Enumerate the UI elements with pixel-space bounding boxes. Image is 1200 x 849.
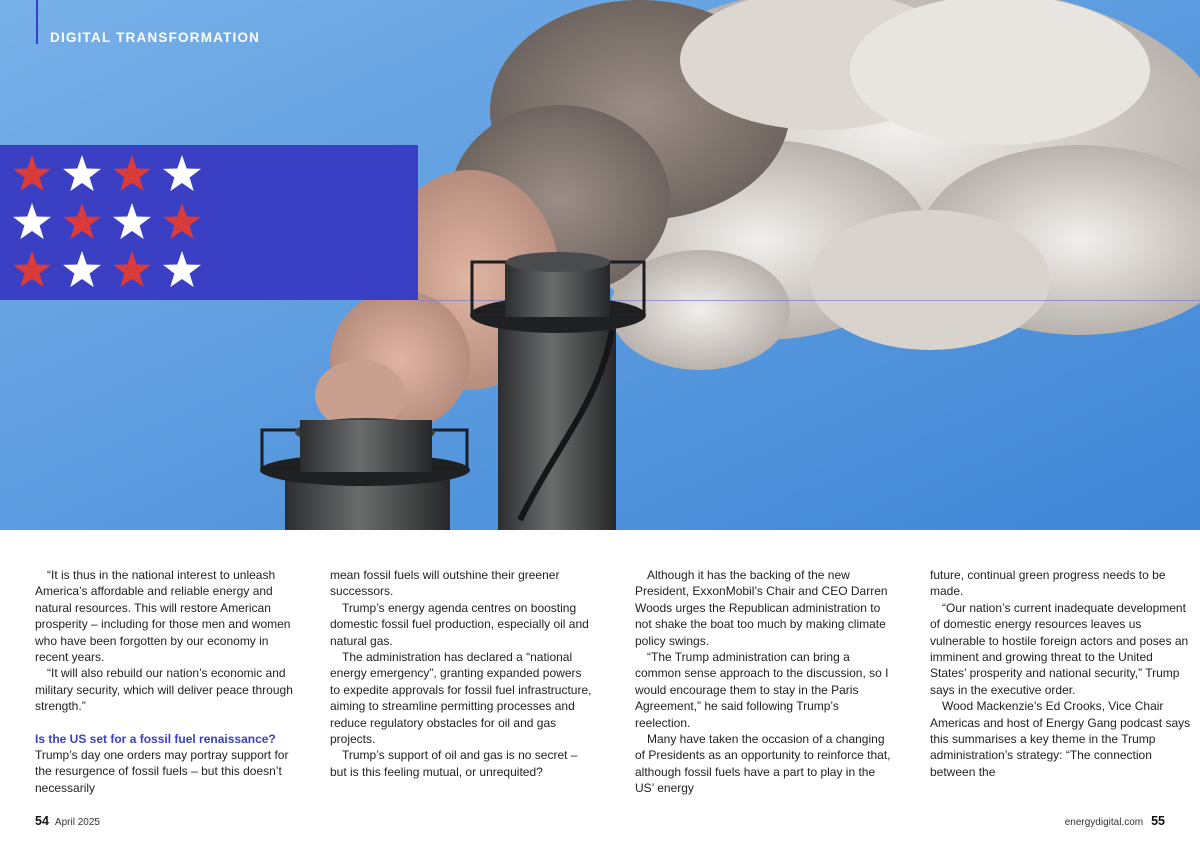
paragraph: Trump’s energy agenda centres on boosting domestic fossil fuel production, especially oil and natural gas. (330, 600, 589, 648)
paragraph: “It is thus in the national interest to unleash America’s affordable and reliable energy and natural resources. This will restore American prosperity – including for those men and women who have been forgotten by our economy in recent years. (35, 568, 291, 665)
issue-date: April 2025 (54, 817, 100, 828)
column-1 (35, 567, 297, 796)
paragraph: Many have taken the occasion of a changing of Presidents as an opportunity to reinforce that, although fossil fuels have a part to play in the US’ energy (635, 732, 891, 796)
paragraph: Trump’s day one orders may portray support for the resurgence of fossil fuels – but this doesn’t necessarily (35, 748, 289, 795)
paragraph: The administration has declared a “national energy emergency”, granting expanded powers to expedite approvals for fossil fuel infrastructure, aiming to streamline permitting processes and reduce regulatory obstacles for oil and gas projects. (330, 650, 592, 747)
right-folio (1065, 814, 1165, 828)
paragraph: mean fossil fuels will outshine their greener successors. (330, 568, 560, 599)
paragraph: Although it has the backing of the new President, ExxonMobil’s Chair and CEO Darren Woods urges the Republican administration to not shake the boat too much by making climate policy swings. (635, 568, 888, 648)
paragraph: future, continual green progress needs to be made. (930, 568, 1166, 599)
paragraph: “The Trump administration can bring a common sense approach to the discussion, so I would encourage them to stay in the Paris Agreement,” he said following Trump’s reelection. (635, 650, 889, 730)
page-number-right: 55 (1151, 814, 1165, 828)
subheading: Is the US set for a fossil fuel renaissance? (35, 731, 276, 746)
paragraph: “It will also rebuild our nation’s economic and military security, which will deliver peace through strength.” (35, 666, 293, 714)
column-3 (635, 567, 897, 797)
column-4 (930, 567, 1192, 780)
column-2 (330, 567, 592, 780)
paragraph: Wood Mackenzie’s Ed Crooks, Vice Chair Americas and host of Energy Gang podcast says this summarises a key theme in the Trump administration’s strategy: “The connection between the (930, 699, 1191, 779)
paragraph: Trump’s support of oil and gas is no secret – but is this feeling mutual, or unrequited? (330, 748, 578, 779)
page-number-left: 54 (35, 814, 49, 828)
section-label: DIGITAL TRANSFORMATION (50, 30, 261, 45)
paragraph: “Our nation’s current inadequate development of domestic energy resources leaves us vulnerable to hostile foreign actors and poses an imminent and growing threat to the United States’ prosperity and national security,” Trump says in the executive order. (930, 600, 1189, 697)
site-url: energydigital.com (1064, 817, 1144, 828)
section-rule (36, 0, 38, 44)
left-folio (35, 814, 100, 828)
